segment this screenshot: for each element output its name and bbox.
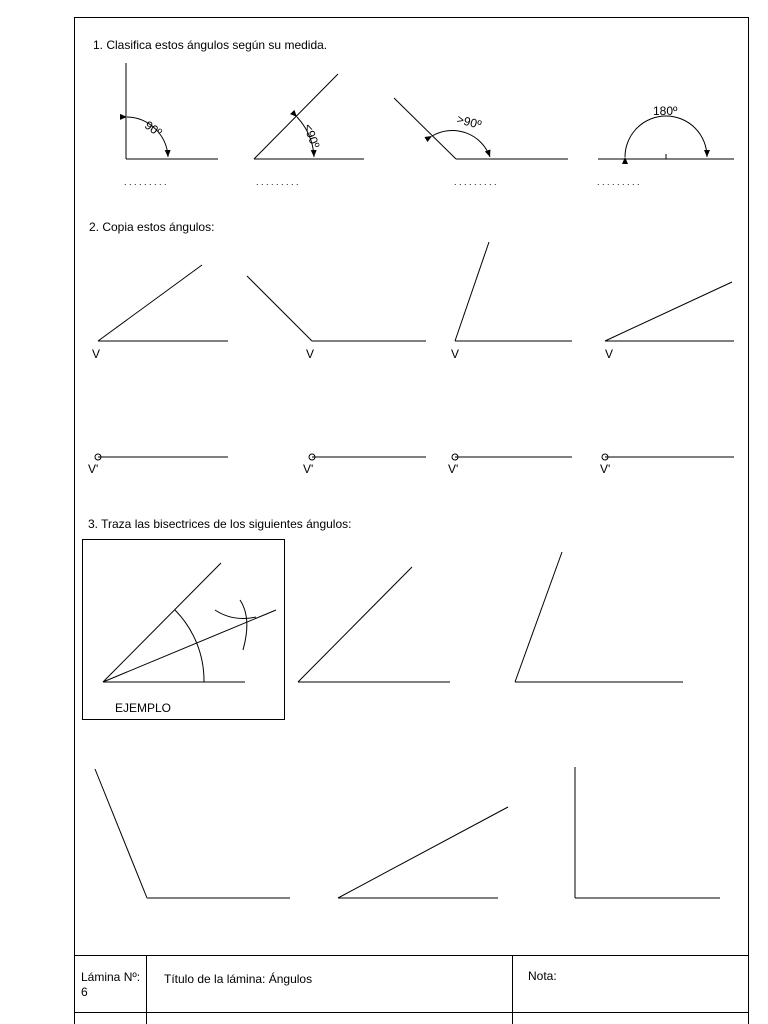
ex1-angle-straight xyxy=(598,116,734,159)
ex2-copy-vertex-label-2: V' xyxy=(303,462,314,476)
ex2-angle-4 xyxy=(605,282,734,341)
ex2-copy-base-1 xyxy=(95,454,228,460)
ex2-angle-3 xyxy=(455,242,572,341)
ex1-angle-right xyxy=(126,63,218,159)
ex2-vertex-label-1: V xyxy=(92,347,101,361)
ex1-label-more-90: >90º xyxy=(455,112,483,132)
ex1-label-180: 180º xyxy=(653,104,678,118)
ex3-angle-3 xyxy=(95,769,290,898)
sheet-number-label: Lámina Nº: xyxy=(81,970,141,984)
ex1-label-90: 90º xyxy=(141,118,165,140)
sheet-title: Título de la lámina: Ángulos xyxy=(164,972,313,986)
ex2-copy-base-2 xyxy=(309,454,426,460)
ex2-vertex-label-3: V xyxy=(451,347,460,361)
ex2-vertex-label-4: V xyxy=(605,347,614,361)
ex1-angle-obtuse xyxy=(394,98,568,159)
ex1-answer-blank-2: . . . . . . . . . xyxy=(256,177,299,187)
ex3-angle-2 xyxy=(515,552,683,682)
ex1-answer-blank-3: . . . . . . . . . xyxy=(454,177,497,187)
ex2-copy-vertex-label-3: V' xyxy=(448,462,459,476)
example-box xyxy=(83,540,285,720)
footer-table xyxy=(74,955,748,1024)
ex2-angle-1 xyxy=(98,265,228,341)
sheet-number-value: 6 xyxy=(81,985,88,999)
ex2-copy-vertex-label-4: V' xyxy=(600,462,611,476)
ex2-copy-base-4 xyxy=(602,454,734,460)
ex3-angle-5 xyxy=(575,767,720,898)
ex1-label-less-90: <90º xyxy=(300,122,323,151)
example-label: EJEMPLO xyxy=(115,701,172,715)
ex2-angle-2 xyxy=(247,276,426,341)
ex1-answer-blank-1: . . . . . . . . . xyxy=(124,177,167,187)
ex2-copy-base-3 xyxy=(452,454,572,460)
ex2-instruction: 2. Copia estos ángulos: xyxy=(89,220,215,234)
example-bisector-construction xyxy=(103,563,276,682)
ex2-copy-vertex-label-1: V' xyxy=(88,462,99,476)
ex2-vertex-label-2: V xyxy=(306,347,315,361)
ex1-answer-blank-4: . . . . . . . . . xyxy=(597,177,640,187)
ex3-angle-1 xyxy=(298,567,450,682)
grade-label: Nota: xyxy=(528,969,557,983)
ex1-instruction: 1. Clasifica estos ángulos según su medida. xyxy=(93,38,328,52)
ex3-instruction: 3. Traza las bisectrices de los siguientes ángulos: xyxy=(88,517,352,531)
ex3-angle-4 xyxy=(338,807,508,898)
